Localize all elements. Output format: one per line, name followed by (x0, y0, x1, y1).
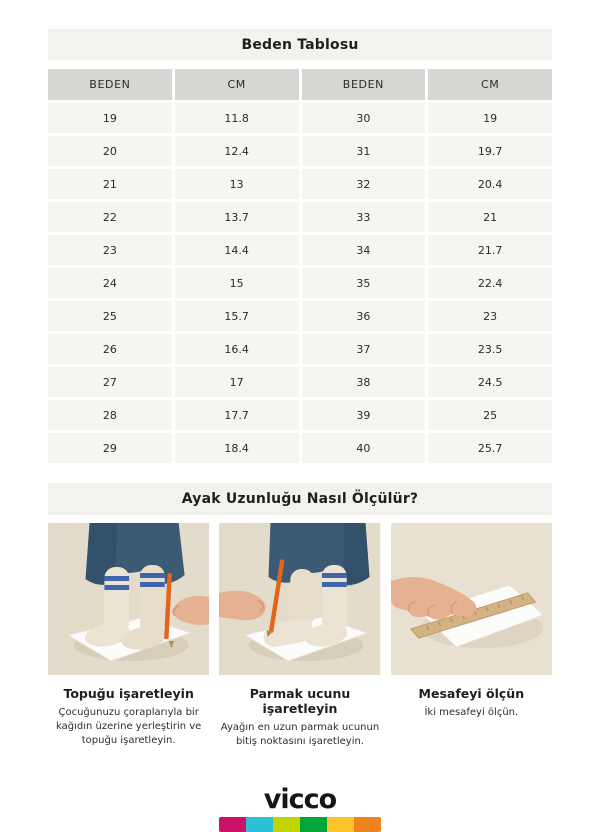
size-table-cell: 17 (175, 367, 299, 397)
size-table-cell: 20.4 (428, 169, 552, 199)
size-table-cell: 17.7 (175, 400, 299, 430)
size-table-cell: 37 (302, 334, 426, 364)
size-table-cell: 21 (428, 202, 552, 232)
step-description: İki mesafeyi ölçün. (424, 707, 519, 718)
size-table-cell: 23 (428, 301, 552, 331)
brand-color-bar (219, 817, 381, 832)
size-table-cell: 34 (302, 235, 426, 265)
size-table-cell: 15 (175, 268, 299, 298)
size-table-cell: 21 (48, 169, 172, 199)
mark-toe-photo (219, 523, 380, 675)
size-table-cell: 28 (48, 400, 172, 430)
measure-guide-title: Ayak Uzunluğu Nasıl Ölçülür? (181, 491, 419, 507)
size-table-cell: 30 (302, 103, 426, 133)
size-table-cell: 40 (302, 433, 426, 463)
size-table-cell: 19 (428, 103, 552, 133)
brand-footer (0, 786, 600, 832)
size-table-cell: 13.7 (175, 202, 299, 232)
size-table-cell: 18.4 (175, 433, 299, 463)
size-table-cell: 14.4 (175, 235, 299, 265)
size-table-cell: 32 (302, 169, 426, 199)
step-title: Mesafeyi ölçün (418, 686, 525, 701)
size-table-cell: 11.8 (175, 103, 299, 133)
size-table-cell: 23 (48, 235, 172, 265)
size-table-cell: 25 (48, 301, 172, 331)
size-table-cell: 25.7 (428, 433, 552, 463)
size-table-cell: 24 (48, 268, 172, 298)
size-table-cell: 24.5 (428, 367, 552, 397)
size-table (48, 69, 552, 463)
brand-color-segment (354, 817, 381, 832)
size-table-cell: 29 (48, 433, 172, 463)
size-table-header-cell: BEDEN (302, 69, 426, 100)
size-table-title: Beden Tablosu (241, 36, 359, 53)
step-title: Topuğu işaretleyin (63, 686, 194, 701)
brand-color-segment (300, 817, 327, 832)
size-table-cell: 27 (48, 367, 172, 397)
step-description: Çocuğunuzu çoraplarıyla bir kağıdın üzerine yerleştirin ve topuğu işaretleyin. (56, 707, 202, 746)
step-description: Ayağın en uzun parmak ucunun bitiş noktasını işaretleyin. (220, 722, 380, 747)
size-table-header-cell: BEDEN (48, 69, 172, 100)
size-table-cell: 23.5 (428, 334, 552, 364)
size-table-cell: 20 (48, 136, 172, 166)
size-table-cell: 12.4 (175, 136, 299, 166)
size-table-cell: 21.7 (428, 235, 552, 265)
mark-heel-photo (48, 523, 209, 675)
size-table-cell: 19 (48, 103, 172, 133)
size-table-cell: 33 (302, 202, 426, 232)
size-table-cell: 22.4 (428, 268, 552, 298)
measure-guide-title-bar (48, 483, 552, 515)
brand-color-segment (273, 817, 300, 832)
brand-color-segment (246, 817, 273, 832)
size-table-cell: 26 (48, 334, 172, 364)
size-table-cell: 39 (302, 400, 426, 430)
size-table-cell: 19.7 (428, 136, 552, 166)
size-chart-page (48, 29, 552, 749)
size-table-cell: 15.7 (175, 301, 299, 331)
size-table-cell: 13 (175, 169, 299, 199)
size-table-cell: 25 (428, 400, 552, 430)
step-mark-toe (219, 523, 380, 749)
size-table-cell: 38 (302, 367, 426, 397)
brand-logo-text: vicco (263, 784, 337, 815)
size-table-title-bar (48, 29, 552, 60)
size-table-cell: 35 (302, 268, 426, 298)
measure-guide-steps (48, 523, 552, 749)
size-table-cell: 22 (48, 202, 172, 232)
brand-color-segment (219, 817, 246, 832)
size-table-cell: 16.4 (175, 334, 299, 364)
size-table-cell: 36 (302, 301, 426, 331)
step-measure-distance (391, 523, 552, 749)
brand-color-segment (327, 817, 354, 832)
size-table-header-cell: CM (428, 69, 552, 100)
step-mark-heel (48, 523, 209, 749)
measure-distance-photo (391, 523, 552, 675)
size-table-header-cell: CM (175, 69, 299, 100)
size-table-cell: 31 (302, 136, 426, 166)
step-title: Parmak ucunu işaretleyin (249, 686, 351, 716)
